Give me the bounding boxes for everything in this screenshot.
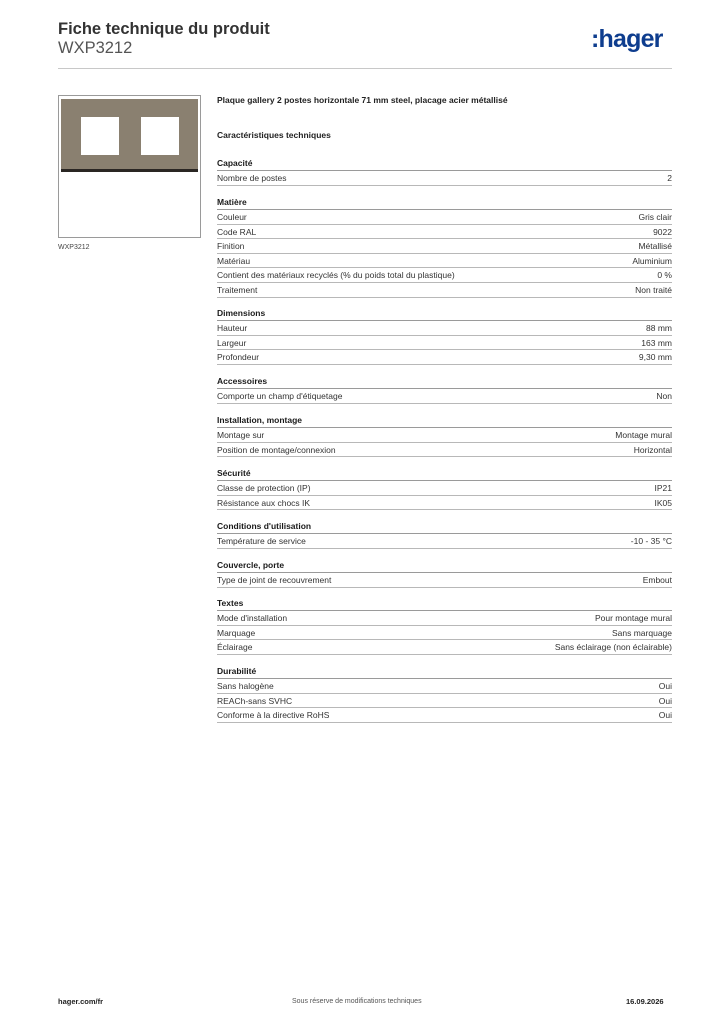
spec-label: Comporte un champ d'étiquetage <box>217 391 343 401</box>
spec-row <box>217 534 672 549</box>
section-title: Matière <box>217 195 672 210</box>
spec-section <box>217 195 672 298</box>
spec-label: Matériau <box>217 255 251 266</box>
spec-section <box>217 466 672 510</box>
spec-row <box>217 254 672 269</box>
spec-label: Nombre de postes <box>217 173 287 183</box>
spec-value: Horizontal <box>633 444 672 455</box>
spec-section <box>217 306 672 365</box>
section-title: Dimensions <box>217 306 672 321</box>
spec-row <box>217 336 672 351</box>
spec-row <box>217 239 672 254</box>
spec-value: Aluminium <box>632 255 672 266</box>
spec-row <box>217 611 672 626</box>
spec-value: Sans marquage <box>611 627 672 638</box>
spec-row <box>217 428 672 443</box>
spec-label: Résistance aux chocs IK <box>217 497 311 508</box>
spec-value: IK05 <box>654 497 672 508</box>
section-title: Capacité <box>217 156 672 171</box>
spec-value: Non <box>656 391 672 401</box>
spec-label: Éclairage <box>217 642 253 653</box>
spec-row <box>217 708 672 723</box>
section-title: Installation, montage <box>217 413 672 428</box>
spec-label: Code RAL <box>217 226 257 237</box>
spec-row <box>217 443 672 458</box>
spec-row <box>217 679 672 694</box>
spec-label: Montage sur <box>217 430 265 440</box>
product-image <box>58 95 201 238</box>
spec-label: Finition <box>217 241 245 252</box>
spec-row <box>217 626 672 641</box>
spec-section <box>217 519 672 549</box>
spec-value: Oui <box>658 681 672 691</box>
spec-row <box>217 171 672 186</box>
spec-section <box>217 596 672 655</box>
spec-row <box>217 321 672 336</box>
footer-website: hager.com/fr <box>58 997 104 1006</box>
spec-label: Type de joint de recouvrement <box>217 575 332 585</box>
spec-label: REACh-sans SVHC <box>217 695 293 706</box>
footer-notice: Sous réserve de modifications techniques <box>292 998 422 1005</box>
spec-section <box>217 558 672 588</box>
spec-label: Classe de protection (IP) <box>217 483 311 493</box>
section-title: Conditions d'utilisation <box>217 519 672 534</box>
product-title: Plaque gallery 2 postes horizontale 71 mm steel, placage acier métallisé <box>217 95 508 105</box>
spec-label: Position de montage/connexion <box>217 444 336 455</box>
spec-value: Oui <box>658 710 672 721</box>
spec-row <box>217 350 672 365</box>
spec-label: Marquage <box>217 627 256 638</box>
image-caption: WXP3212 <box>58 244 90 251</box>
spec-label: Largeur <box>217 337 247 348</box>
spec-label: Contient des matériaux recyclés (% du poids total du plastique) <box>217 270 455 281</box>
hager-logo: :hager <box>591 25 663 53</box>
spec-row <box>217 496 672 511</box>
specs-heading: Caractéristiques techniques <box>217 130 331 140</box>
spec-label: Conforme à la directive RoHS <box>217 710 330 721</box>
spec-value: -10 - 35 °C <box>630 536 672 546</box>
spec-section <box>217 664 672 723</box>
footer-date: 16.09.2026 <box>626 997 664 1006</box>
spec-row <box>217 694 672 709</box>
spec-value: 163 mm <box>641 337 672 348</box>
spec-row <box>217 389 672 404</box>
spec-row <box>217 573 672 588</box>
plate-opening-right <box>141 117 179 155</box>
spec-row <box>217 225 672 240</box>
spec-value: IP21 <box>654 483 672 493</box>
spec-section <box>217 374 672 404</box>
header-divider <box>58 68 672 69</box>
spec-label: Température de service <box>217 536 306 546</box>
plate-edge-shadow <box>61 169 198 172</box>
spec-label: Mode d'installation <box>217 613 288 623</box>
spec-value: 2 <box>667 173 672 183</box>
spec-value: 9022 <box>653 226 672 237</box>
section-title: Textes <box>217 596 672 611</box>
spec-section <box>217 156 672 186</box>
spec-label: Traitement <box>217 284 258 295</box>
spec-row <box>217 210 672 225</box>
spec-label: Hauteur <box>217 323 248 333</box>
spec-row <box>217 283 672 298</box>
section-title: Accessoires <box>217 374 672 389</box>
plate-opening-left <box>81 117 119 155</box>
spec-value: Montage mural <box>615 430 672 440</box>
spec-value: Pour montage mural <box>594 613 672 623</box>
spec-value: 88 mm <box>646 323 672 333</box>
spec-label: Couleur <box>217 212 247 222</box>
spec-value: Sans éclairage (non éclairable) <box>554 642 672 653</box>
spec-value: Gris clair <box>638 212 672 222</box>
section-title: Couvercle, porte <box>217 558 672 573</box>
spec-label: Sans halogène <box>217 681 274 691</box>
section-title: Sécurité <box>217 466 672 481</box>
spec-section <box>217 413 672 457</box>
spec-value: Oui <box>658 695 672 706</box>
spec-row <box>217 268 672 283</box>
spec-value: Non traité <box>635 284 672 295</box>
spec-value: 0 % <box>657 270 672 281</box>
spec-row <box>217 640 672 655</box>
wall-plate-illustration <box>61 99 198 172</box>
product-reference: WXP3212 <box>58 39 133 57</box>
spec-value: Métallisé <box>638 241 672 252</box>
section-title: Durabilité <box>217 664 672 679</box>
spec-value: Embout <box>642 575 672 585</box>
spec-row <box>217 481 672 496</box>
page-title: Fiche technique du produit <box>58 20 270 38</box>
spec-value: 9,30 mm <box>638 352 672 363</box>
spec-label: Profondeur <box>217 352 260 363</box>
